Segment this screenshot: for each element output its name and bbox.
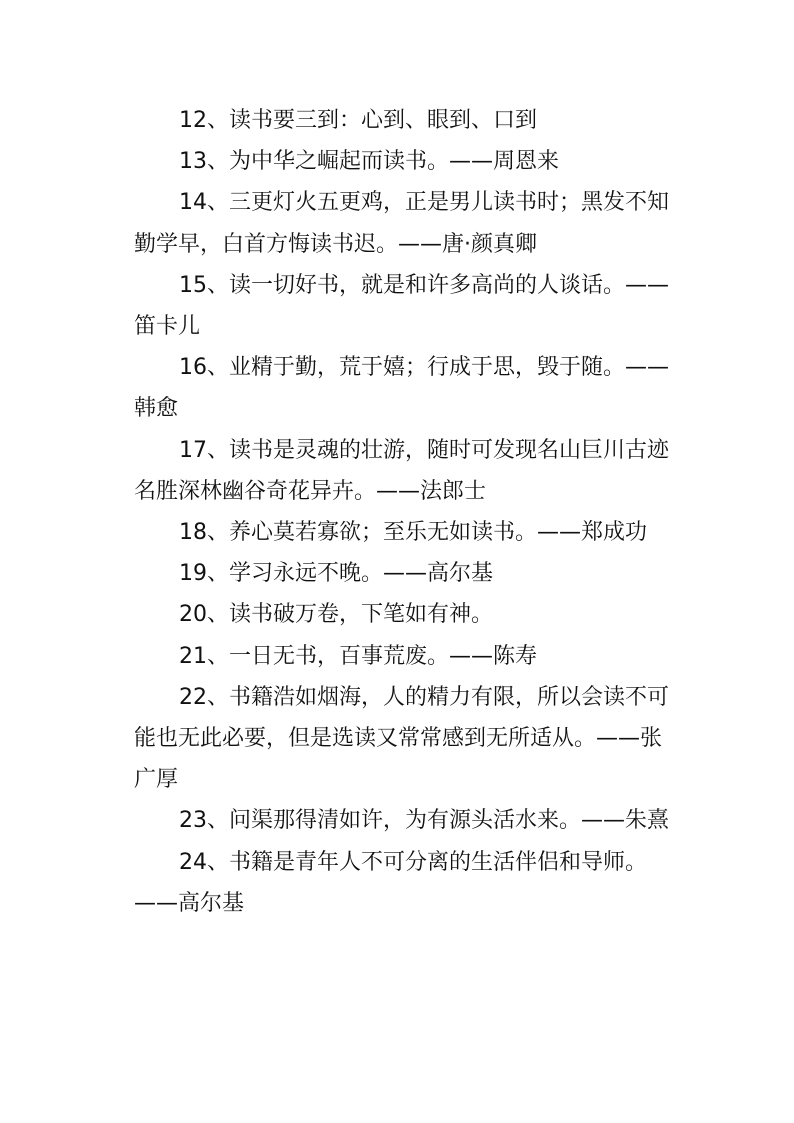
quote-paragraph-17: 17、读书是灵魂的壮游，随时可发现名山巨川古迹名胜深林幽谷奇花异卉。——法郎士: [134, 437, 669, 504]
quote-paragraph-23: 23、问渠那得清如许，为有源头活水来。——朱熹: [179, 808, 669, 834]
quote-paragraph-15: 15、读一切好书，就是和许多高尚的人谈话。——笛卡儿: [134, 272, 669, 340]
quote-paragraph-19: 19、学习永远不晚。——高尔基: [179, 561, 493, 587]
quote-paragraph-21: 21、一日无书，百事荒废。——陈寿: [179, 643, 537, 669]
quote-paragraph-22: 22、书籍浩如烟海，人的精力有限，所以会读不可能也无此必要，但是选读又常常感到无所适从。——张广厚: [134, 684, 669, 793]
quote-paragraph-13: 13、为中华之崛起而读书。——周恩来: [179, 149, 559, 175]
quote-paragraph-12: 12、读书要三到：心到、眼到、口到: [179, 108, 537, 133]
quote-paragraph-20: 20、读书破万卷，下笔如有神。: [179, 602, 493, 628]
quote-paragraph-16: 16、业精于勤，荒于嬉；行成于思，毁于随。——韩愈: [134, 355, 669, 422]
quote-paragraph-24: 24、书籍是青年人不可分离的生活伴侣和导师。——高尔基: [134, 849, 647, 916]
quote-paragraph-14: 14、三更灯火五更鸡，正是男儿读书时；黑发不知勤学早，白首方悔读书迟。——唐·颜真卿: [134, 190, 669, 257]
quote-paragraph-18: 18、养心莫若寡欲；至乐无如读书。——郑成功: [179, 520, 647, 546]
document-body: [134, 100, 672, 924]
